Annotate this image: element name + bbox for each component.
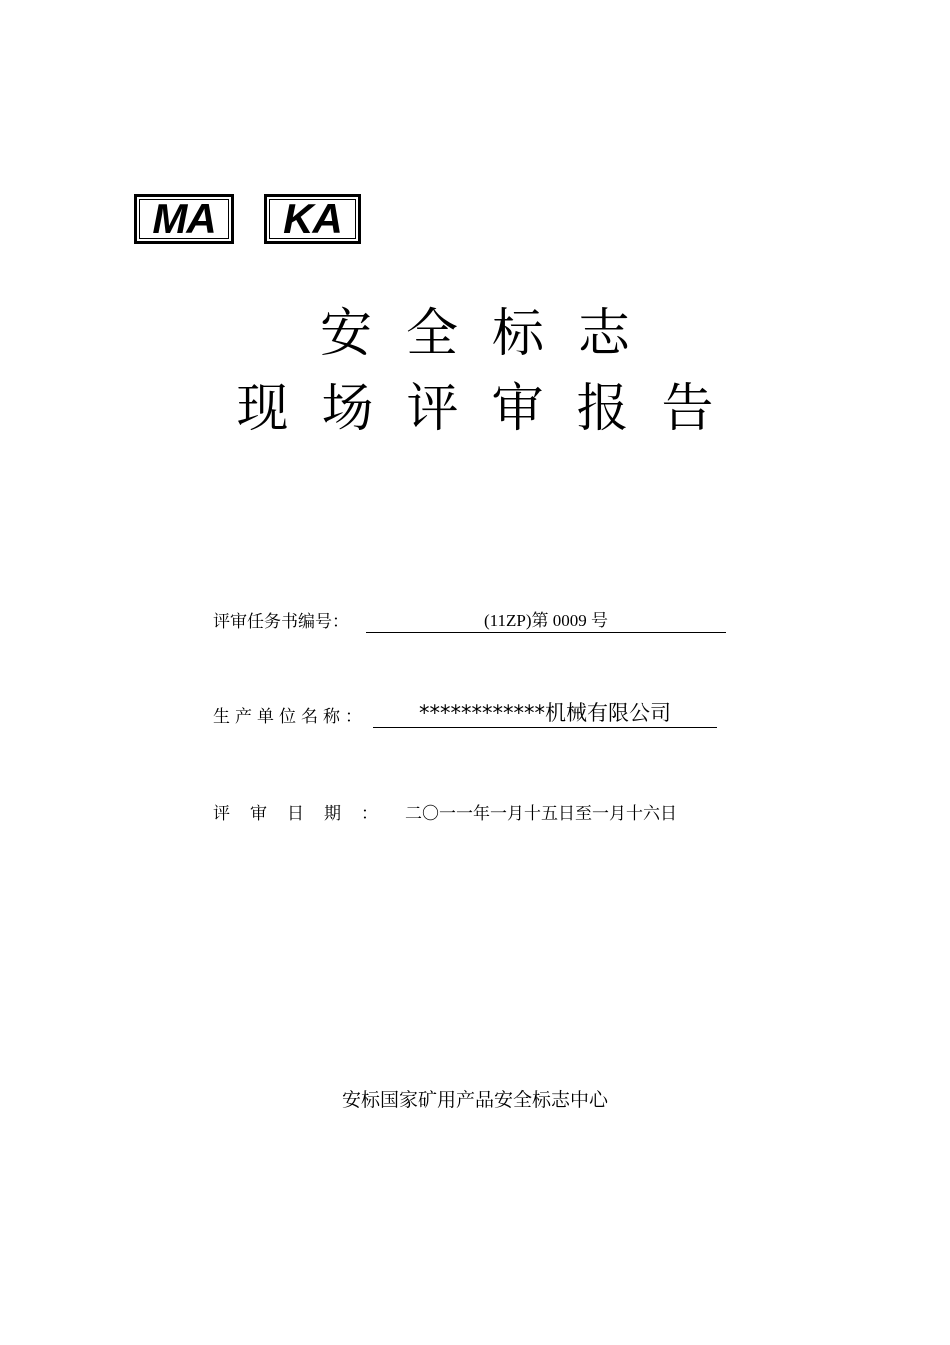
ka-logo-text: KA: [283, 195, 342, 242]
issuer-organization: 安标国家矿用产品安全标志中心: [341, 1089, 608, 1111]
title-line-1: 安全标志: [319, 304, 664, 364]
unit-name-label: 生产单位名称：: [213, 707, 367, 727]
ma-logo-text: MA: [152, 195, 216, 242]
unit-name-value: ************机械有限公司: [373, 699, 717, 728]
review-date-value: 二〇一一年一月十五日至一月十六日: [405, 804, 677, 824]
ma-logo: [134, 194, 234, 244]
task-number-label: 评审任务书编号：: [213, 612, 349, 632]
task-number-value: (11ZP)第 0009 号: [366, 610, 726, 633]
title-line-2: 现场评审报告: [236, 379, 747, 439]
ka-logo: [264, 194, 361, 244]
review-date-label: 评审日期：: [213, 804, 398, 824]
